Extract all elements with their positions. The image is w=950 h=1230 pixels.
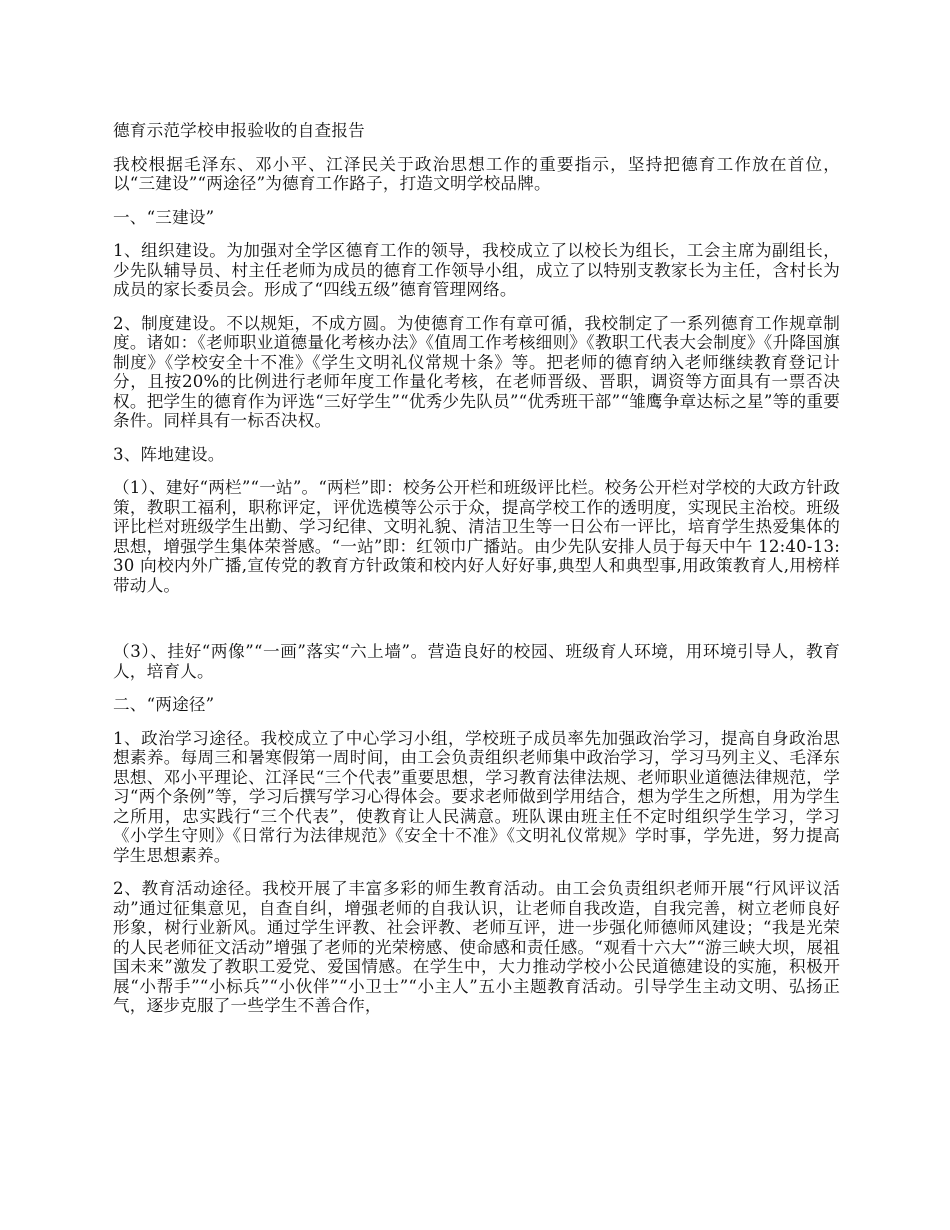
paragraph-system-building: 2、制度建设。不以规矩，不成方圆。为使德育工作有章可循，我校制定了一系列德育工作规章制度。诸如：《老师职业道德量化考核办法》《值周工作考核细则》《教职工代表大会制度》《升降国旗制度》《学校安全十不准》《学生文明礼仪常规十条》等。把老师的德育纳入老师继续教育登记计分，且按20%的比例进行老师年度工作量化考核，在老师晋级、晋职，调资等方面具有一票否决权。把学生的德育作为评选“三好学生”“优秀少先队员”“优秀班干部”“雏鹰争章达标之星”等的重要条件。同样具有一标否决权。 [113,313,840,430]
paragraph-political-study: 1、政治学习途径。我校成立了中心学习小组，学校班子成员率先加强政治学习，提高自身政治思想素养。每周三和暑寒假第一周时间，由工会负责组织老师集中政治学习，学习马列主义、毛泽东思想、邓小平理论、江泽民“三个代表”重要思想，学习教育法律法规、老师职业道德法律规范，学习“两个条例”等，学习后撰写学习心得体会。要求老师做到学用结合，想为学生之所想，用为学生之所用，忠实践行“三个代表”，使教育让人民满意。班队课由班主任不定时组织学生学习，学习《小学生守则》《日常行为法律规范》《安全十不准》《文明礼仪常规》学时事，学先进，努力提高学生思想素养。 [113,728,840,865]
document-title: 德育示范学校申报验收的自查报告 [113,121,365,140]
document-body [113,121,840,1030]
blank-gap [113,609,840,642]
paragraph-education-activities: 2、教育活动途径。我校开展了丰富多彩的师生教育活动。由工会负责组织老师开展“行风评议活动”通过征集意见，自查自纠，增强老师的自我认识，让老师自我改造，自我完善，树立老师良好形象，树行业新风。通过学生评教、社会评教、老师互评，进一步强化师德师风建设；“我是光荣的人民老师征文活动”增强了老师的光荣榜感、使命感和责任感。“观看十六大”“游三峡大坝，展祖国未来”激发了教职工爱党、爱国情感。在学生中，大力推动学校小公民道德建设的实施，积极开展“小帮手”“小标兵”“小伙伴”“小卫士”“小主人”五小主题教育活动。引导学生主动文明、弘扬正气，逐步克服了一些学生不善合作， [113,879,840,1015]
paragraph-two-portraits: （3）、挂好“两像”“一画”落实“六上墙”。营造良好的校园、班级育人环境，用环境引导人，教育人，培育人。 [113,642,840,681]
paragraph-two-boards-one-station: （1）、建好“两栏”“一站”。“两栏”即：校务公开栏和班级评比栏。校务公开栏对学校的大政方针政策，教职工福利，职称评定，评优选模等公示于众，提高学校工作的透明度，实现民主治校。班级评比栏对班级学生出勤、学习纪律、文明礼貌、清洁卫生等一日公布一评比，培育学生热爱集体的思想，增强学生集体荣誉感。“一站”即：红领巾广播站。由少先队安排人员于每天中午 12:40-13:30 向校内外广播,宣传党的教育方针政策和校内好人好好事,典型人和典型事,用政策教育人,用榜样带动人。 [113,478,840,595]
intro-paragraph: 我校根据毛泽东、邓小平、江泽民关于政治思想工作的重要指示，坚持把德育工作放在首位，以“三建设”“两途径”为德育工作路子，打造文明学校品牌。 [113,154,840,193]
paragraph-organization-building: 1、组织建设。为加强对全学区德育工作的领导，我校成立了以校长为组长，工会主席为副组长，少先队辅导员、村主任老师为成员的德育工作领导小组，成立了以特别支教家长为主任，含村长为成员的家长委员会。形成了“四线五级”德育管理网络。 [113,241,840,299]
section-heading-three-constructions: 一、“三建设” [113,207,215,227]
section-heading-two-approaches: 二、“两途径” [113,695,215,714]
paragraph-position-building-heading: 3、阵地建设。 [113,444,225,464]
